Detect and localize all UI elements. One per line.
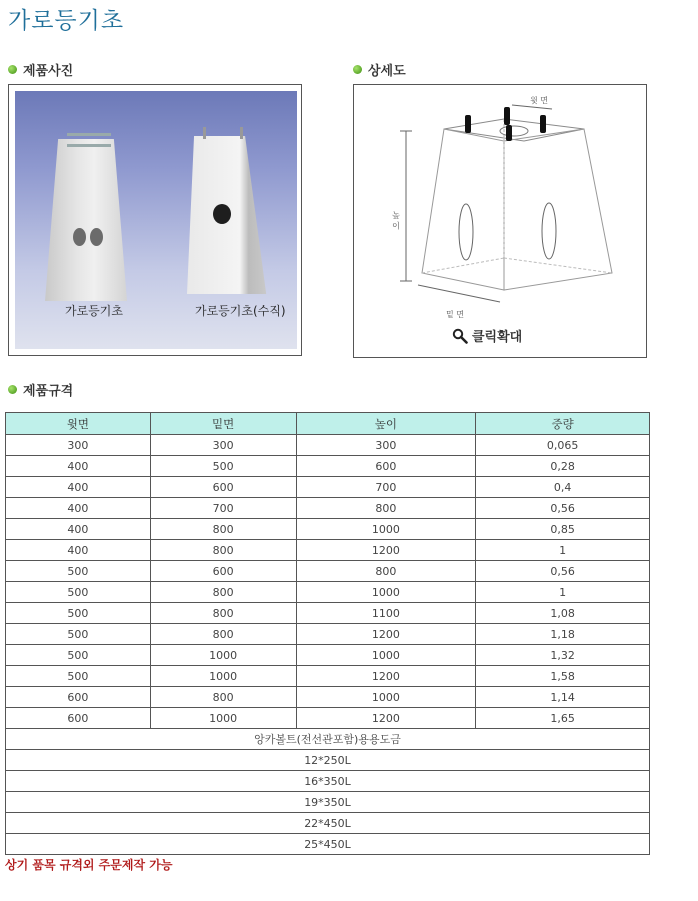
custom-order-note: 상기 품목 규격외 주문제작 가능 xyxy=(5,858,173,872)
diagram-bottom-label: 밑 면 xyxy=(446,310,464,319)
detail-diagram-frame xyxy=(353,84,647,358)
detail-diagram[interactable] xyxy=(354,85,646,357)
cell-weight: 1,58 xyxy=(476,666,650,687)
spec-table xyxy=(5,412,650,855)
table-row xyxy=(6,624,650,645)
hole-image xyxy=(73,228,86,246)
cell-height: 1100 xyxy=(296,603,476,624)
anchor-size: 22*450L xyxy=(6,813,650,834)
photo-label-left: 가로등기초 xyxy=(65,304,123,318)
anchor-row xyxy=(6,792,650,813)
section-spec-label: 제품규격 xyxy=(23,384,74,399)
cell-height: 1000 xyxy=(296,645,476,666)
bullet-icon xyxy=(8,385,17,394)
table-row xyxy=(6,645,650,666)
header-bottom: 밑면 xyxy=(150,413,296,435)
bullet-icon xyxy=(8,65,17,74)
cell-top: 500 xyxy=(6,624,151,645)
cell-height: 700 xyxy=(296,477,476,498)
section-photo-label: 제품사진 xyxy=(23,64,74,79)
cell-bottom: 1000 xyxy=(150,645,296,666)
foundation-block-image xyxy=(45,139,127,301)
cell-weight: 1,65 xyxy=(476,708,650,729)
page-title: 가로등기초 xyxy=(8,8,125,34)
bullet-icon xyxy=(353,65,362,74)
anchor-row xyxy=(6,834,650,855)
cell-weight: 0,56 xyxy=(476,498,650,519)
table-row xyxy=(6,582,650,603)
cell-bottom: 300 xyxy=(150,435,296,456)
hole-image xyxy=(213,204,231,224)
diagram-hole-left xyxy=(459,204,473,260)
vertical-block-image xyxy=(187,136,275,294)
hole-image xyxy=(90,228,103,246)
cell-bottom: 800 xyxy=(150,603,296,624)
diagram-hidden-edge xyxy=(422,258,504,273)
anchor-bolt xyxy=(506,125,512,141)
anchor-bolts-image xyxy=(67,133,111,147)
cell-height: 1200 xyxy=(296,540,476,561)
photo-label-right: 가로등기초(수직) xyxy=(195,304,286,318)
diagram-side-face xyxy=(504,129,612,290)
cell-height: 800 xyxy=(296,498,476,519)
cell-top: 500 xyxy=(6,645,151,666)
cell-height: 1200 xyxy=(296,624,476,645)
table-row xyxy=(6,477,650,498)
diagram-height-label: 높 이 xyxy=(391,211,401,230)
cell-weight: 1,18 xyxy=(476,624,650,645)
cell-top: 600 xyxy=(6,687,151,708)
cell-weight: 0,065 xyxy=(476,435,650,456)
table-row xyxy=(6,498,650,519)
anchor-row xyxy=(6,750,650,771)
header-top: 윗면 xyxy=(6,413,151,435)
section-detail-title xyxy=(353,60,406,79)
magnifier-icon xyxy=(452,328,468,344)
anchor-row xyxy=(6,813,650,834)
header-weight: 중량 xyxy=(476,413,650,435)
bottom-dimension-line xyxy=(418,285,500,302)
cell-weight: 1,32 xyxy=(476,645,650,666)
table-row xyxy=(6,456,650,477)
cell-weight: 0,4 xyxy=(476,477,650,498)
cell-weight: 0,85 xyxy=(476,519,650,540)
cell-weight: 1 xyxy=(476,540,650,561)
cell-height: 1200 xyxy=(296,666,476,687)
anchor-size: 16*350L xyxy=(6,771,650,792)
cell-height: 1000 xyxy=(296,687,476,708)
cell-top: 500 xyxy=(6,666,151,687)
table-row xyxy=(6,708,650,729)
anchor-bolt xyxy=(540,115,546,133)
cell-bottom: 600 xyxy=(150,477,296,498)
cell-bottom: 700 xyxy=(150,498,296,519)
cell-height: 600 xyxy=(296,456,476,477)
cell-top: 400 xyxy=(6,477,151,498)
zoom-label: 클릭확대 xyxy=(472,330,523,345)
table-row xyxy=(6,435,650,456)
cell-bottom: 1000 xyxy=(150,708,296,729)
cell-weight: 0,56 xyxy=(476,561,650,582)
diagram-top-label: 윗 면 xyxy=(530,96,548,105)
diagram-hole-right xyxy=(542,203,556,259)
anchor-bolt xyxy=(504,107,510,125)
cell-top: 500 xyxy=(6,582,151,603)
anchor-title-row xyxy=(6,729,650,750)
cell-top: 400 xyxy=(6,540,151,561)
cell-bottom: 500 xyxy=(150,456,296,477)
cell-height: 800 xyxy=(296,561,476,582)
anchor-size: 25*450L xyxy=(6,834,650,855)
cell-top: 500 xyxy=(6,603,151,624)
cell-height: 1000 xyxy=(296,519,476,540)
cell-bottom: 800 xyxy=(150,540,296,561)
cell-bottom: 800 xyxy=(150,582,296,603)
cell-height: 1200 xyxy=(296,708,476,729)
cell-top: 300 xyxy=(6,435,151,456)
anchor-size: 19*350L xyxy=(6,792,650,813)
table-row xyxy=(6,687,650,708)
table-row xyxy=(6,540,650,561)
anchor-bolt xyxy=(465,115,471,133)
zoom-button[interactable] xyxy=(452,326,522,345)
cell-height: 300 xyxy=(296,435,476,456)
cell-bottom: 600 xyxy=(150,561,296,582)
header-height: 높이 xyxy=(296,413,476,435)
table-row xyxy=(6,603,650,624)
cell-top: 400 xyxy=(6,519,151,540)
anchor-title: 앙카볼트(전선관포함)용용도금 xyxy=(6,729,650,750)
section-photo-title xyxy=(8,60,73,79)
table-row xyxy=(6,561,650,582)
cell-bottom: 800 xyxy=(150,687,296,708)
cell-top: 400 xyxy=(6,456,151,477)
section-detail-label: 상세도 xyxy=(368,64,406,79)
cell-top: 400 xyxy=(6,498,151,519)
table-header-row xyxy=(6,413,650,435)
cell-top: 500 xyxy=(6,561,151,582)
cell-bottom: 1000 xyxy=(150,666,296,687)
anchor-bolts-image xyxy=(203,127,243,139)
cell-weight: 1,14 xyxy=(476,687,650,708)
section-spec-title xyxy=(8,380,73,399)
product-photo[interactable] xyxy=(15,91,297,349)
anchor-size: 12*250L xyxy=(6,750,650,771)
cell-weight: 1 xyxy=(476,582,650,603)
cell-bottom: 800 xyxy=(150,624,296,645)
top-dimension-line xyxy=(512,105,552,109)
table-row xyxy=(6,666,650,687)
cell-weight: 0,28 xyxy=(476,456,650,477)
cell-top: 600 xyxy=(6,708,151,729)
diagram-hidden-edge xyxy=(504,258,612,273)
product-photo-frame xyxy=(8,84,302,356)
table-row xyxy=(6,519,650,540)
cell-weight: 1,08 xyxy=(476,603,650,624)
cell-bottom: 800 xyxy=(150,519,296,540)
cell-height: 1000 xyxy=(296,582,476,603)
anchor-row xyxy=(6,771,650,792)
